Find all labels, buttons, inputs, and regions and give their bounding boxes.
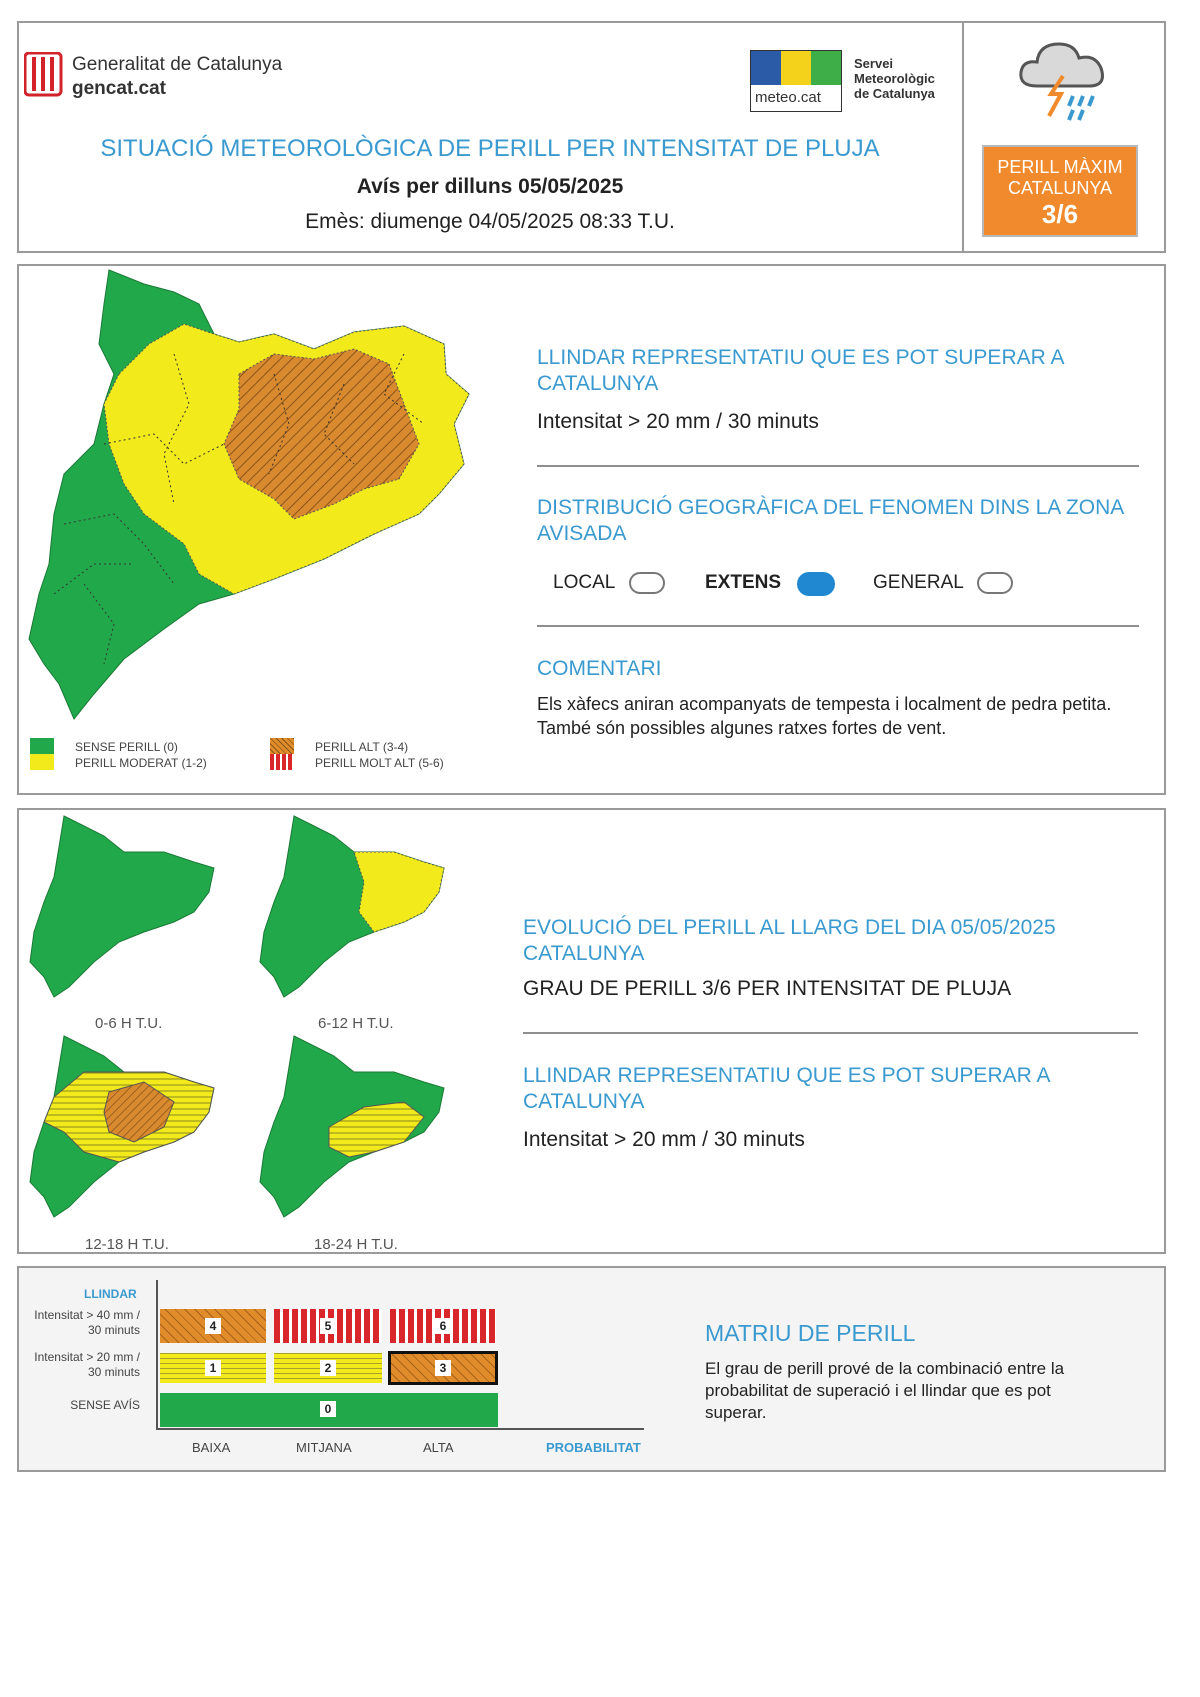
legend-label-3: PERILL MOLT ALT (5-6) <box>315 756 444 770</box>
legend-green-swatch <box>30 738 54 754</box>
issued-date: Emès: diumenge 04/05/2025 08:33 T.U. <box>305 210 675 233</box>
option-local-radio[interactable] <box>629 572 665 594</box>
badge-line2: CATALUNYA <box>1007 178 1113 198</box>
matrix-value-4: 4 <box>205 1318 221 1334</box>
divider-3 <box>523 1032 1138 1034</box>
matrix-description: El grau de perill prové de la combinació entre la probabilitat de superació i el llindar que es pot superar. <box>705 1359 1065 1422</box>
legend-label-1: PERILL MODERAT (1-2) <box>75 756 207 770</box>
smc-logo-text: meteo.cat <box>755 89 821 106</box>
option-general-label: GENERAL <box>873 572 964 593</box>
option-extens-radio[interactable] <box>797 572 835 596</box>
matrix-row-label-1: Intensitat > 20 mm / 30 minuts <box>34 1350 140 1379</box>
distribution-heading: DISTRIBUCIÓ GEOGRÀFICA DEL FENOMEN DINS LA ZONA AVISADA <box>537 496 1124 545</box>
threshold-heading: LLINDAR REPRESENTATIU QUE ES POT SUPERAR A CATALUNYA <box>537 346 1064 395</box>
legend-orange-swatch <box>270 738 294 754</box>
matrix-row-label-0: Intensitat > 40 mm / 30 minuts <box>34 1308 140 1337</box>
matrix-axis-y-title: LLINDAR <box>84 1287 137 1301</box>
threshold-value: Intensitat > 20 mm / 30 minuts <box>537 410 819 433</box>
legend-label-2: PERILL ALT (3-4) <box>315 740 409 754</box>
matrix-value-1: 1 <box>205 1360 221 1376</box>
logo-green-block <box>811 51 841 85</box>
catalonia-hazard-map <box>24 264 504 734</box>
matrix-value-2: 2 <box>320 1360 336 1376</box>
warning-date: Avís per dilluns 05/05/2025 <box>356 175 624 198</box>
evolution-label-1: 6-12 H T.U. <box>318 1015 394 1032</box>
distribution-options <box>537 568 1137 600</box>
divider-2 <box>537 625 1139 627</box>
evolution-map-18-24 <box>254 1032 454 1232</box>
matrix-row-label-2: SENSE AVÍS <box>70 1398 140 1412</box>
matrix-axis-x-title: PROBABILITAT <box>546 1440 641 1455</box>
matrix-y-axis <box>156 1280 158 1428</box>
option-general-radio[interactable] <box>977 572 1013 594</box>
smc-name: Servei Meteorològic de Catalunya <box>854 56 935 101</box>
evolution-threshold-heading: LLINDAR REPRESENTATIU QUE ES POT SUPERAR A CATALUNYA <box>523 1064 1050 1113</box>
badge-value: 3/6 <box>1041 199 1079 229</box>
rain-storm-icon <box>1015 34 1115 124</box>
evolution-map-6-12 <box>254 812 454 1012</box>
matrix-col-baixa: BAIXA <box>192 1440 231 1455</box>
matrix-value-3: 3 <box>435 1360 451 1376</box>
evolution-threshold-value: Intensitat > 20 mm / 30 minuts <box>523 1128 805 1151</box>
max-danger-badge <box>982 145 1138 237</box>
evolution-grade: GRAU DE PERILL 3/6 PER INTENSITAT DE PLUJA <box>523 977 1012 1000</box>
matrix-col-mitjana: MITJANA <box>296 1440 352 1455</box>
option-local-label: LOCAL <box>553 572 616 593</box>
matrix-value-5: 5 <box>320 1318 336 1334</box>
option-extens-label: EXTENS <box>705 572 782 593</box>
map-legend <box>30 738 480 778</box>
org-site-link[interactable]: gencat.cat <box>72 78 166 99</box>
matrix-x-axis <box>156 1428 644 1430</box>
matrix-value-6: 6 <box>435 1318 451 1334</box>
evolution-map-12-18 <box>24 1032 224 1232</box>
meteocat-logo <box>750 50 842 112</box>
divider-1 <box>537 465 1139 467</box>
evolution-label-2: 12-18 H T.U. <box>85 1236 169 1253</box>
page-title: SITUACIÓ METEOROLÒGICA DE PERILL PER INTENSITAT DE PLUJA <box>100 135 880 162</box>
legend-red-swatch <box>270 754 294 770</box>
legend-yellow-swatch <box>30 754 54 770</box>
logo-sun-block <box>781 51 811 85</box>
org-name: Generalitat de Catalunya <box>72 54 283 75</box>
comment-heading: COMENTARI <box>537 657 662 680</box>
logo-blue-block <box>751 51 781 85</box>
header-divider <box>962 21 964 253</box>
legend-label-0: SENSE PERILL (0) <box>75 740 178 754</box>
evolution-label-3: 18-24 H T.U. <box>314 1236 398 1253</box>
matrix-heading: MATRIU DE PERILL <box>705 1320 916 1346</box>
badge-line1: PERILL MÀXIM <box>997 157 1123 177</box>
evolution-heading: EVOLUCIÓ DEL PERILL AL LLARG DEL DIA 05/05/2025 CATALUNYA <box>523 916 1056 965</box>
generalitat-logo <box>24 52 64 98</box>
evolution-map-0-6 <box>24 812 224 1012</box>
matrix-value-0: 0 <box>320 1401 336 1417</box>
comment-text: Els xàfecs aniran acompanyats de tempesta i localment de pedra petita. També són possibles algunes ratxes fortes de vent. <box>537 694 1112 738</box>
evolution-label-0: 0-6 H T.U. <box>95 1015 163 1032</box>
matrix-col-alta: ALTA <box>423 1440 454 1455</box>
